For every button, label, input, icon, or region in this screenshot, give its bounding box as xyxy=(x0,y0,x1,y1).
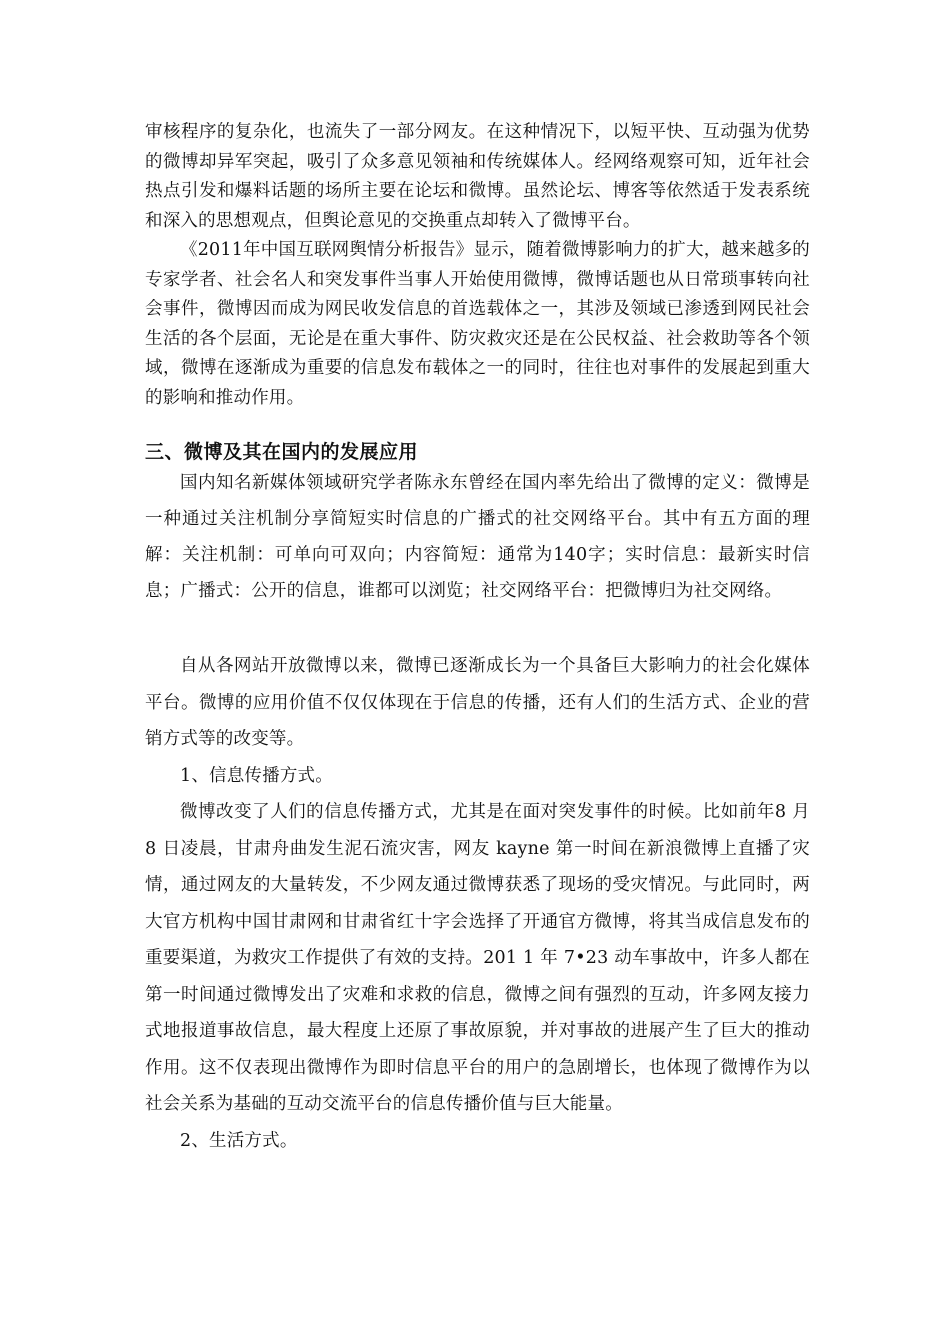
bottom-text-block xyxy=(145,648,810,1159)
section-heading-block xyxy=(145,438,810,466)
definition-block xyxy=(145,465,810,609)
paragraph-information-spread: 微博改变了人们的信息传播方式，尤其是在面对突发事件的时候。比如前年8 月 8 日凌晨，甘肃舟曲发生泥石流灾害，网友 kayne 第一时间在新浪微博上直播了灾情，通过网友的大量转发，不少网友通过微博获悉了现场的受灾情况。与此同时，两大官方机构中国甘肃网和甘肃省红十字会选择了开通官方微博，将其当成信息发布的重要渠道，为救灾工作提供了有效的支持。201 1 年 7•23 动车事故中，许多人都在第一时间通过微博发出了灾难和求救的信息，微博之间有强烈的互动，许多网友接力式地报道事故信息，最大程度上还原了事故原貌，并对事故的进展产生了巨大的推动作用。这不仅表现出微博作为即时信息平台的用户的急剧增长，也体现了微博作为以社会关系为基础的互动交流平台的信息传播价值与巨大能量。 xyxy=(145,802,810,1114)
paragraph-continuation: 审核程序的复杂化，也流失了一部分网友。在这种情况下，以短平快、互动强为优势的微博却异军突起，吸引了众多意见领袖和传统媒体人。经网络观察可知，近年社会热点引发和爆料话题的场所主要在论坛和微博。虽然论坛、博客等依然适于发表系统和深入的思想观点，但舆论意见的交换重点却转入了微博平台。 xyxy=(145,122,810,231)
subheading-information-spread: 1、信息传播方式。 xyxy=(180,765,333,786)
subheading-lifestyle: 2、生活方式。 xyxy=(180,1130,298,1151)
paragraph-report: 《2011年中国互联网舆情分析报告》显示，随着微博影响力的扩大，越来越多的专家学者、社会名人和突发事件当事人开始使用微博，微博话题也从日常琐事转向社会事件，微博因而成为网民收发信息的首选载体之一，其涉及领域已渗透到网民社会生活的各个层面，无论是在重大事件、防灾救灾还是在公民权益、社会救助等各个领域，微博在逐渐成为重要的信息发布载体之一的同时，往往也对事件的发展起到重大的影响和推动作用。 xyxy=(145,240,810,408)
top-text-block xyxy=(145,118,810,413)
section-heading: 三、微博及其在国内的发展应用 xyxy=(145,441,419,463)
paragraph-development: 自从各网站开放微博以来，微博已逐渐成长为一个具备巨大影响力的社会化媒体平台。微博的应用价值不仅仅体现在于信息的传播，还有人们的生活方式、企业的营销方式等的改变等。 xyxy=(145,656,810,749)
paragraph-definition: 国内知名新媒体领域研究学者陈永东曾经在国内率先给出了微博的定义：微博是一种通过关注机制分享简短实时信息的广播式的社交网络平台。其中有五方面的理解：关注机制：可单向可双向；内容简短：通常为140字；实时信息：最新实时信息；广播式：公开的信息，谁都可以浏览；社交网络平台：把微博归为社交网络。 xyxy=(145,473,810,601)
